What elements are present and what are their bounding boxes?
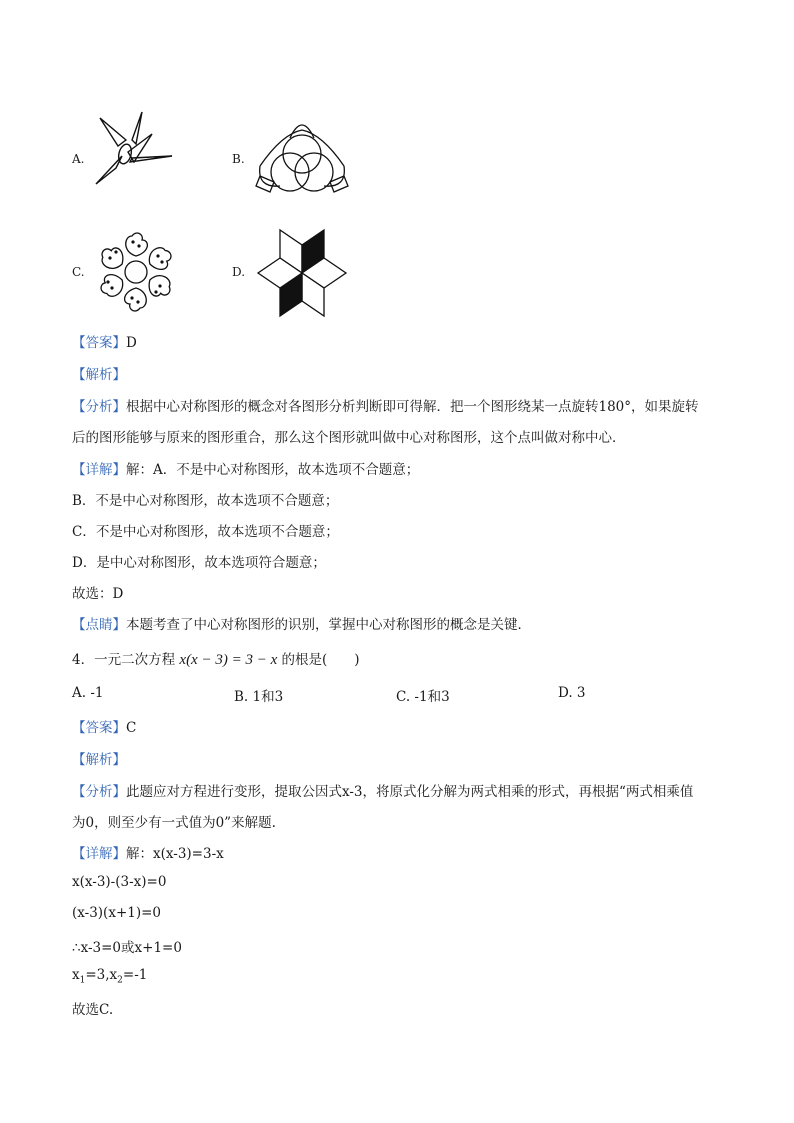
xiangjie-text: 解：x(x-3)=3-x bbox=[126, 846, 224, 862]
figure-c-flower bbox=[92, 228, 180, 316]
q4-option-c: C. -1和3 bbox=[396, 689, 450, 705]
figure-a-pinwheel bbox=[92, 110, 176, 186]
fenxi-text: 根据中心对称图形的概念对各图形分析判断即可得解．把一个图形绕某一点旋转180°，如果旋转 bbox=[126, 399, 699, 415]
q4-stem bbox=[72, 648, 360, 669]
option-d-label: D. bbox=[232, 265, 246, 279]
q4-option-d: D. 3 bbox=[558, 685, 586, 701]
q4-xiangjie-line bbox=[72, 842, 224, 862]
option-b-label: B. bbox=[232, 152, 245, 166]
q3-answer-line bbox=[72, 331, 137, 351]
figure-b-trefoil bbox=[252, 114, 352, 204]
jiexi-tag: 【解析】 bbox=[72, 367, 126, 383]
q4-option-a: A. -1 bbox=[72, 685, 104, 701]
answer-value: C bbox=[126, 720, 137, 736]
q3-line-c: C．不是中心对称图形，故本选项不合题意； bbox=[72, 524, 339, 540]
xiangjie-text: 解：A．不是中心对称图形，故本选项不合题意； bbox=[126, 462, 420, 478]
q3-fenxi-line1 bbox=[72, 395, 699, 415]
q4-fenxi-line1 bbox=[72, 780, 693, 800]
fenxi-tag: 【分析】 bbox=[72, 399, 126, 415]
dianjing-text: 本题考查了中心对称图形的识别，掌握中心对称图形的概念是关键． bbox=[126, 617, 531, 633]
q3-xiangjie-line bbox=[72, 458, 419, 478]
q4-step2: x(x-3)-(3-x)=0 bbox=[72, 874, 167, 890]
fenxi-text: 此题应对方程进行变形，提取公因式x-3，将原式化分解为两式相乘的形式，再根据“两式相乘值 bbox=[126, 784, 694, 800]
step5-eq1: =3,x bbox=[85, 967, 118, 983]
q3-line-d: D．是中心对称图形，故本选项符合题意； bbox=[72, 555, 326, 571]
q4-stem-math-b: (x − 3) = 3 − x bbox=[186, 652, 278, 668]
step5-sub2: 2 bbox=[117, 975, 123, 986]
q4-option-b: B. 1和3 bbox=[234, 689, 284, 705]
q3-fenxi-line2: 后的图形能够与原来的图形重合，那么这个图形就叫做中心对称图形，这个点叫做对称中心． bbox=[72, 430, 626, 446]
q4-answer-line bbox=[72, 716, 136, 736]
q4-jiexi-line bbox=[72, 748, 126, 768]
q3-jiexi-line bbox=[72, 363, 126, 383]
q3-line-b: B．不是中心对称图形，故本选项不合题意； bbox=[72, 493, 339, 509]
answer-value: D bbox=[126, 335, 137, 351]
jiexi-tag: 【解析】 bbox=[72, 752, 126, 768]
xiangjie-tag: 【详解】 bbox=[72, 462, 126, 478]
option-c-label: C. bbox=[72, 265, 85, 279]
step5-x1: x bbox=[72, 967, 80, 983]
q4-step4: ∴x-3=0或x+1=0 bbox=[72, 940, 182, 956]
q4-step3: (x-3)(x+1)=0 bbox=[72, 905, 162, 921]
q4-fenxi-line2: 为0，则至少有一式值为0”来解题. bbox=[72, 815, 276, 831]
answer-tag: 【答案】 bbox=[72, 335, 126, 351]
option-a-label: A. bbox=[72, 152, 85, 166]
answer-tag: 【答案】 bbox=[72, 720, 126, 736]
figure-d-rhombus-star bbox=[256, 228, 348, 318]
q4-stem-math-a: x bbox=[179, 652, 187, 668]
step5-eq2: =-1 bbox=[122, 967, 148, 983]
q3-choice: 故选：D bbox=[72, 586, 124, 602]
q4-choice: 故选C. bbox=[72, 1002, 114, 1018]
q4-stem-prefix: 4．一元二次方程 bbox=[72, 652, 176, 668]
fenxi-tag: 【分析】 bbox=[72, 784, 126, 800]
q3-dianjing-line bbox=[72, 613, 531, 633]
q4-step5 bbox=[72, 967, 147, 986]
q4-stem-suffix: 的根是( ) bbox=[281, 652, 360, 668]
step5-sub1: 1 bbox=[79, 975, 86, 986]
xiangjie-tag: 【详解】 bbox=[72, 846, 126, 862]
dianjing-tag: 【点睛】 bbox=[72, 617, 126, 633]
